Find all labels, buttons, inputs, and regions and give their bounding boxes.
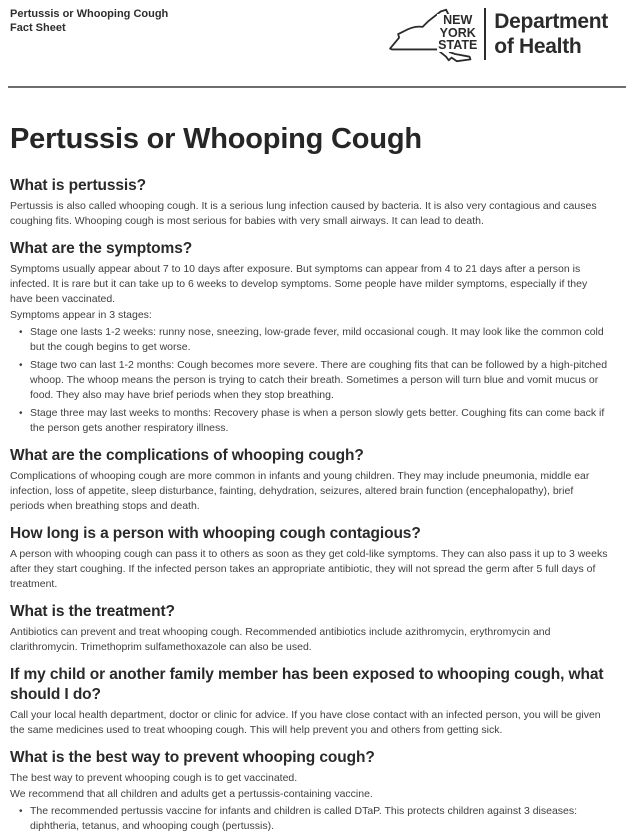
ny-state-outline-icon <box>378 5 478 63</box>
list-item: • The recommended pertussis vaccine for infants and children is called DTaP. This protects children against 3 diseases: diphtheria, tetanus, and whooping cough (pertussis). <box>10 804 608 834</box>
nys-doh-logo <box>378 5 608 63</box>
section-paragraph: Call your local health department, doctor or clinic for advice. If you have close contact with an infected person, you will be given the same medicines used to treat whooping cough. This will help prevent you and others from getting sick. <box>10 709 601 736</box>
section-paragraph: Pertussis is also called whooping cough. It is a serious lung infection caused by bacteria. It is also very contagious and causes coughing fits. Whooping cough is most serious for babies with very small airways. It can lead to death. <box>10 200 597 227</box>
section-prevention <box>10 748 608 834</box>
header-divider <box>8 86 626 88</box>
section-heading: What are the complications of whooping cough? <box>10 447 364 464</box>
logo-state-line1: NEW <box>443 13 473 27</box>
logo-dept-line1: Department <box>494 10 608 33</box>
logo-state-text <box>437 14 478 52</box>
section-contagious <box>10 524 608 592</box>
section-paragraph: Complications of whooping cough are more common in infants and young children. They may include pneumonia, middle ear infection, loss of appetite, sleep disturbance, fainting, dehydration, seizures, altered brain function (encephalopathy), brief periods when breathing stops and death. <box>10 470 590 512</box>
logo-department-text <box>494 5 608 59</box>
section-heading: What are the symptoms? <box>10 240 193 257</box>
list-item: • Stage two can last 1-2 months: Cough becomes more severe. There are coughing fits that can be followed by a high-pitched whoop. The whoop means the person is trying to catch their breath. Sometimes a person will turn blue and vomit mucus or food. They also may have brief periods when they stop breathing. <box>10 358 608 403</box>
section-what-is-pertussis <box>10 176 608 229</box>
section-paragraph: Symptoms appear in 3 stages: <box>10 309 152 321</box>
document-id-line2: Fact Sheet <box>10 22 66 34</box>
section-heading: How long is a person with whooping cough contagious? <box>10 525 421 542</box>
logo-state-line2: YORK <box>439 25 476 40</box>
page-title: Pertussis or Whooping Cough <box>10 123 422 155</box>
symptoms-stage-list <box>10 325 608 436</box>
page-header <box>10 0 608 63</box>
document-id <box>10 5 168 35</box>
section-heading: If my child or another family member has been exposed to whooping cough, what should I do? <box>10 666 604 703</box>
list-item: • Stage one lasts 1-2 weeks: runny nose, sneezing, low-grade fever, mild occasional cough. It may look like the common cold but the cough begins to get worse. <box>10 325 608 355</box>
section-paragraph: The best way to prevent whooping cough is to get vaccinated. <box>10 772 298 784</box>
prevention-vaccine-list <box>10 804 608 834</box>
section-symptoms <box>10 239 608 436</box>
section-paragraph: Antibiotics can prevent and treat whooping cough. Recommended antibiotics include azithromycin, erythromycin and clarithromycin. Trimethoprim sulfamethoxazole can also be used. <box>10 626 551 653</box>
section-heading: What is the treatment? <box>10 603 175 620</box>
section-paragraph: We recommend that all children and adults get a pertussis-containing vaccine. <box>10 788 373 800</box>
section-complications <box>10 446 608 514</box>
section-paragraph: Symptoms usually appear about 7 to 10 days after exposure. But symptoms can appear from 4 to 21 days after a person is infected. It is rare but it can take up to 6 weeks to develop symptoms. Some people have milder symptoms, especially if they have been vaccinated. <box>10 263 588 305</box>
logo-state-line3: STATE <box>438 38 478 52</box>
section-heading: What is the best way to prevent whooping cough? <box>10 749 375 766</box>
logo-dept-line2: of Health <box>494 35 582 58</box>
section-treatment <box>10 602 608 655</box>
logo-divider <box>484 8 486 60</box>
section-heading: What is pertussis? <box>10 177 147 194</box>
section-exposed <box>10 665 608 738</box>
list-item: • Stage three may last weeks to months: Recovery phase is when a person slowly gets better. Coughing fits can come back if the person gets another respiratory illness. <box>10 406 608 436</box>
section-paragraph: A person with whooping cough can pass it to others as soon as they get cold-like symptoms. They can also pass it up to 3 weeks after they start coughing. If the infected person takes an appropriate antibiotic, they will not spread the germ after 5 full days of treatment. <box>10 548 608 590</box>
document-id-line1: Pertussis or Whooping Cough <box>10 8 169 20</box>
